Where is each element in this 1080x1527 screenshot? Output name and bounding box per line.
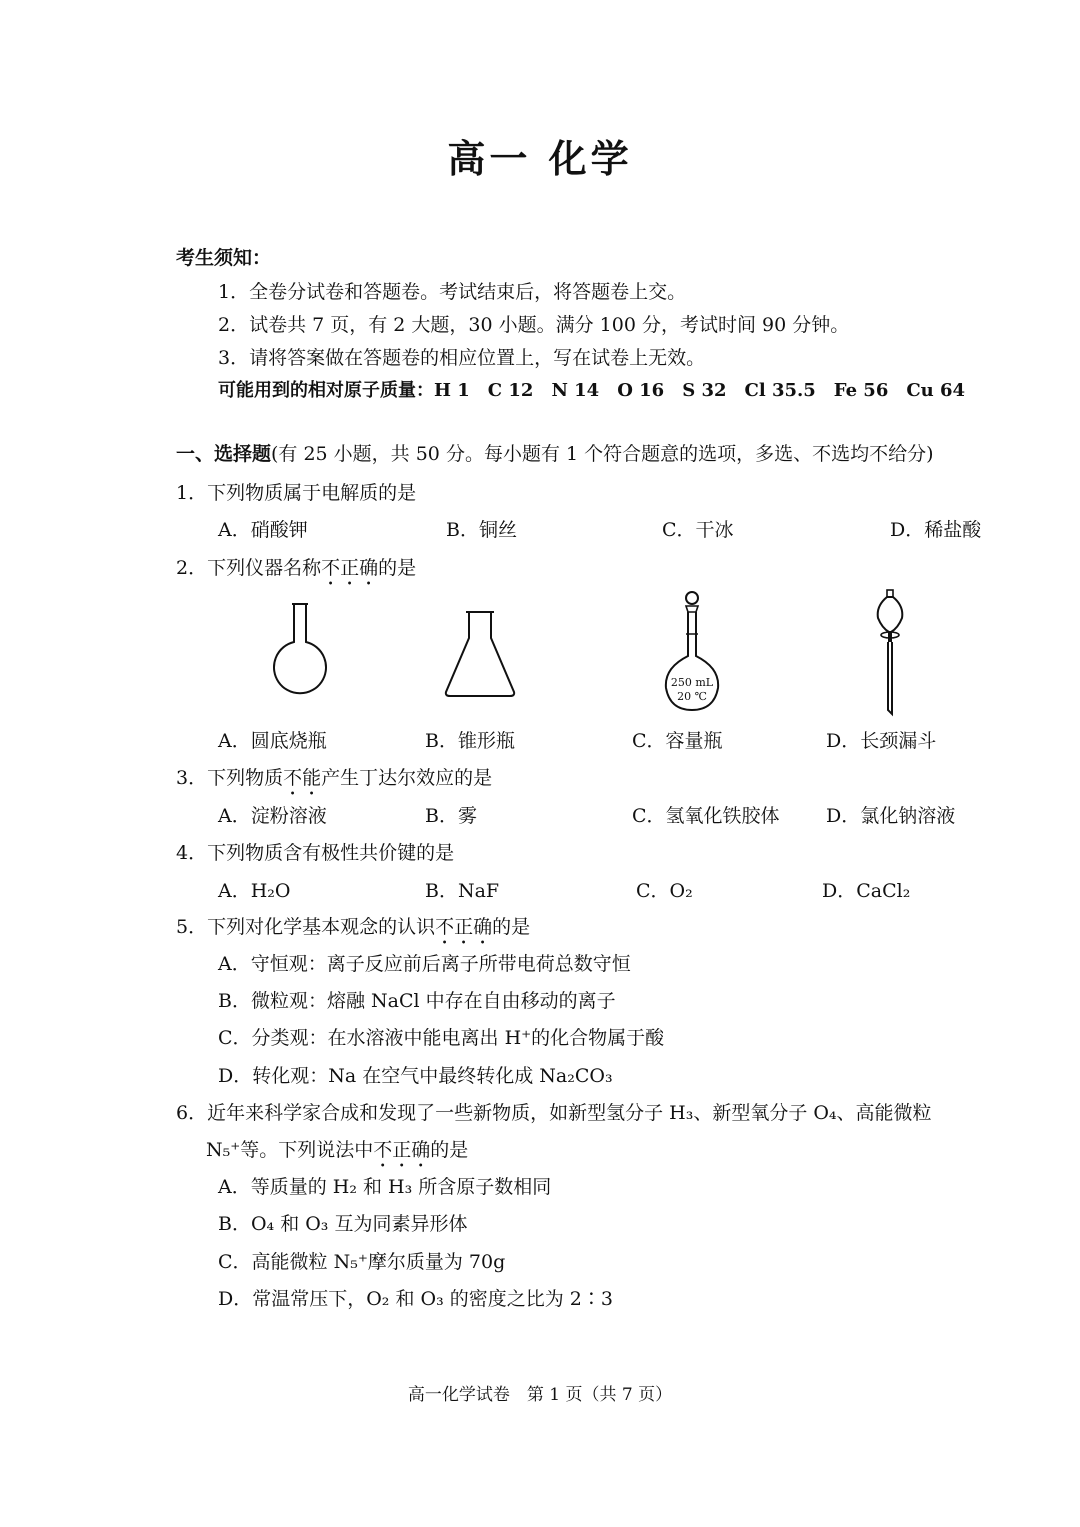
q3-stem-emphasis: 不能 [283, 767, 322, 789]
round-bottom-flask-icon [265, 600, 335, 700]
q1-stem: 1．下列物质属于电解质的是 [176, 482, 417, 504]
page-footer: 高一化学试卷 第 1 页（共 7 页） [407, 1385, 673, 1405]
q1-option-a: A．硝酸钾 [218, 519, 308, 541]
q3-option-c: C．氢氧化铁胶体 [632, 805, 780, 827]
q4-stem: 4．下列物质含有极性共价键的是 [176, 842, 455, 864]
q6-option-d: D．常温常压下，O₂ 和 O₃ 的密度之比为 2∶3 [218, 1288, 613, 1310]
notice-item-1: 1．全卷分试卷和答题卷。考试结束后，将答题卷上交。 [218, 281, 687, 303]
q2-option-b: B．锥形瓶 [425, 730, 515, 752]
q1-option-d: D．稀盐酸 [890, 519, 982, 541]
conical-flask-icon [440, 608, 520, 700]
q5-option-b: B．微粒观：熔融 NaCl 中存在自由移动的离子 [218, 990, 616, 1012]
q2-option-a: A．圆底烧瓶 [218, 730, 327, 752]
q3-option-a: A．淀粉溶液 [218, 805, 327, 827]
volumetric-flask-label-temp: 20 ℃ [677, 690, 707, 703]
q4-option-d: D．CaCl₂ [822, 880, 911, 902]
section-note: (有 25 小题，共 50 分。每小题有 1 个符合题意的选项，多选、不选均不给分) [271, 443, 934, 465]
q5-option-d: D．转化观：Na 在空气中最终转化成 Na₂CO₃ [218, 1065, 613, 1087]
q2-stem [176, 556, 416, 590]
notice-item-3: 3．请将答案做在答题卷的相应位置上，写在试卷上无效。 [218, 347, 706, 369]
section-title: 一、选择题 [176, 443, 272, 465]
q6-stem-emphasis: 不正确 [373, 1139, 431, 1161]
q5-stem-pre: 5．下列对化学基本观念的认识 [176, 916, 436, 938]
q4-option-c: C．O₂ [636, 880, 693, 902]
q5-stem-emphasis: 不正确 [435, 916, 493, 938]
q6-stem-line1: 6．近年来科学家合成和发现了一些新物质，如新型氢分子 H₃、新型氧分子 O₄、高能微粒 [176, 1102, 932, 1124]
q3-stem-post: 产生丁达尔效应的是 [321, 767, 493, 789]
q1-option-b: B．铜丝 [446, 519, 517, 541]
q3-stem [176, 766, 492, 800]
q2-stem-emphasis: 不正确 [321, 557, 379, 579]
q2-option-d: D．长颈漏斗 [826, 730, 937, 752]
q1-option-c: C．干冰 [662, 519, 734, 541]
volumetric-flask-icon [660, 588, 724, 716]
q3-option-d: D．氯化钠溶液 [826, 805, 956, 827]
q6-option-a: A．等质量的 H₂ 和 H₃ 所含原子数相同 [218, 1176, 552, 1198]
q2-stem-pre: 2．下列仪器名称 [176, 557, 322, 579]
page-title: 高一 化学 [447, 136, 633, 181]
q5-stem [176, 915, 530, 949]
q2-option-c: C．容量瓶 [632, 730, 723, 752]
notice-item-2: 2．试卷共 7 页，有 2 大题，30 小题。满分 100 分，考试时间 90 分钟。 [218, 314, 850, 336]
q6-stem-line2 [206, 1138, 468, 1172]
atomic-masses: 可能用到的相对原子质量：H 1 C 12 N 14 O 16 S 32 Cl 35.5 Fe 56 Cu 64 [218, 380, 966, 401]
q6-option-b: B．O₄ 和 O₃ 互为同素异形体 [218, 1213, 468, 1235]
section-heading [176, 442, 934, 466]
notice-heading: 考生须知： [176, 247, 272, 269]
q3-stem-pre: 3．下列物质 [176, 767, 284, 789]
q3-option-b: B．雾 [425, 805, 477, 827]
q6-stem-post: 的是 [430, 1139, 469, 1161]
q5-stem-post: 的是 [492, 916, 531, 938]
separatory-funnel-icon [870, 588, 910, 718]
q6-option-c: C．高能微粒 N₅⁺摩尔质量为 70g [218, 1251, 506, 1273]
q2-stem-post: 的是 [378, 557, 417, 579]
q4-option-b: B．NaF [425, 880, 500, 902]
volumetric-flask-label-volume: 250 mL [670, 676, 714, 689]
q5-option-c: C．分类观：在水溶液中能电离出 H⁺的化合物属于酸 [218, 1027, 665, 1049]
q5-option-a: A．守恒观：离子反应前后离子所带电荷总数守恒 [218, 953, 631, 975]
q6-stem-pre: N₅⁺等。下列说法中 [206, 1139, 374, 1161]
q4-option-a: A．H₂O [218, 880, 291, 902]
